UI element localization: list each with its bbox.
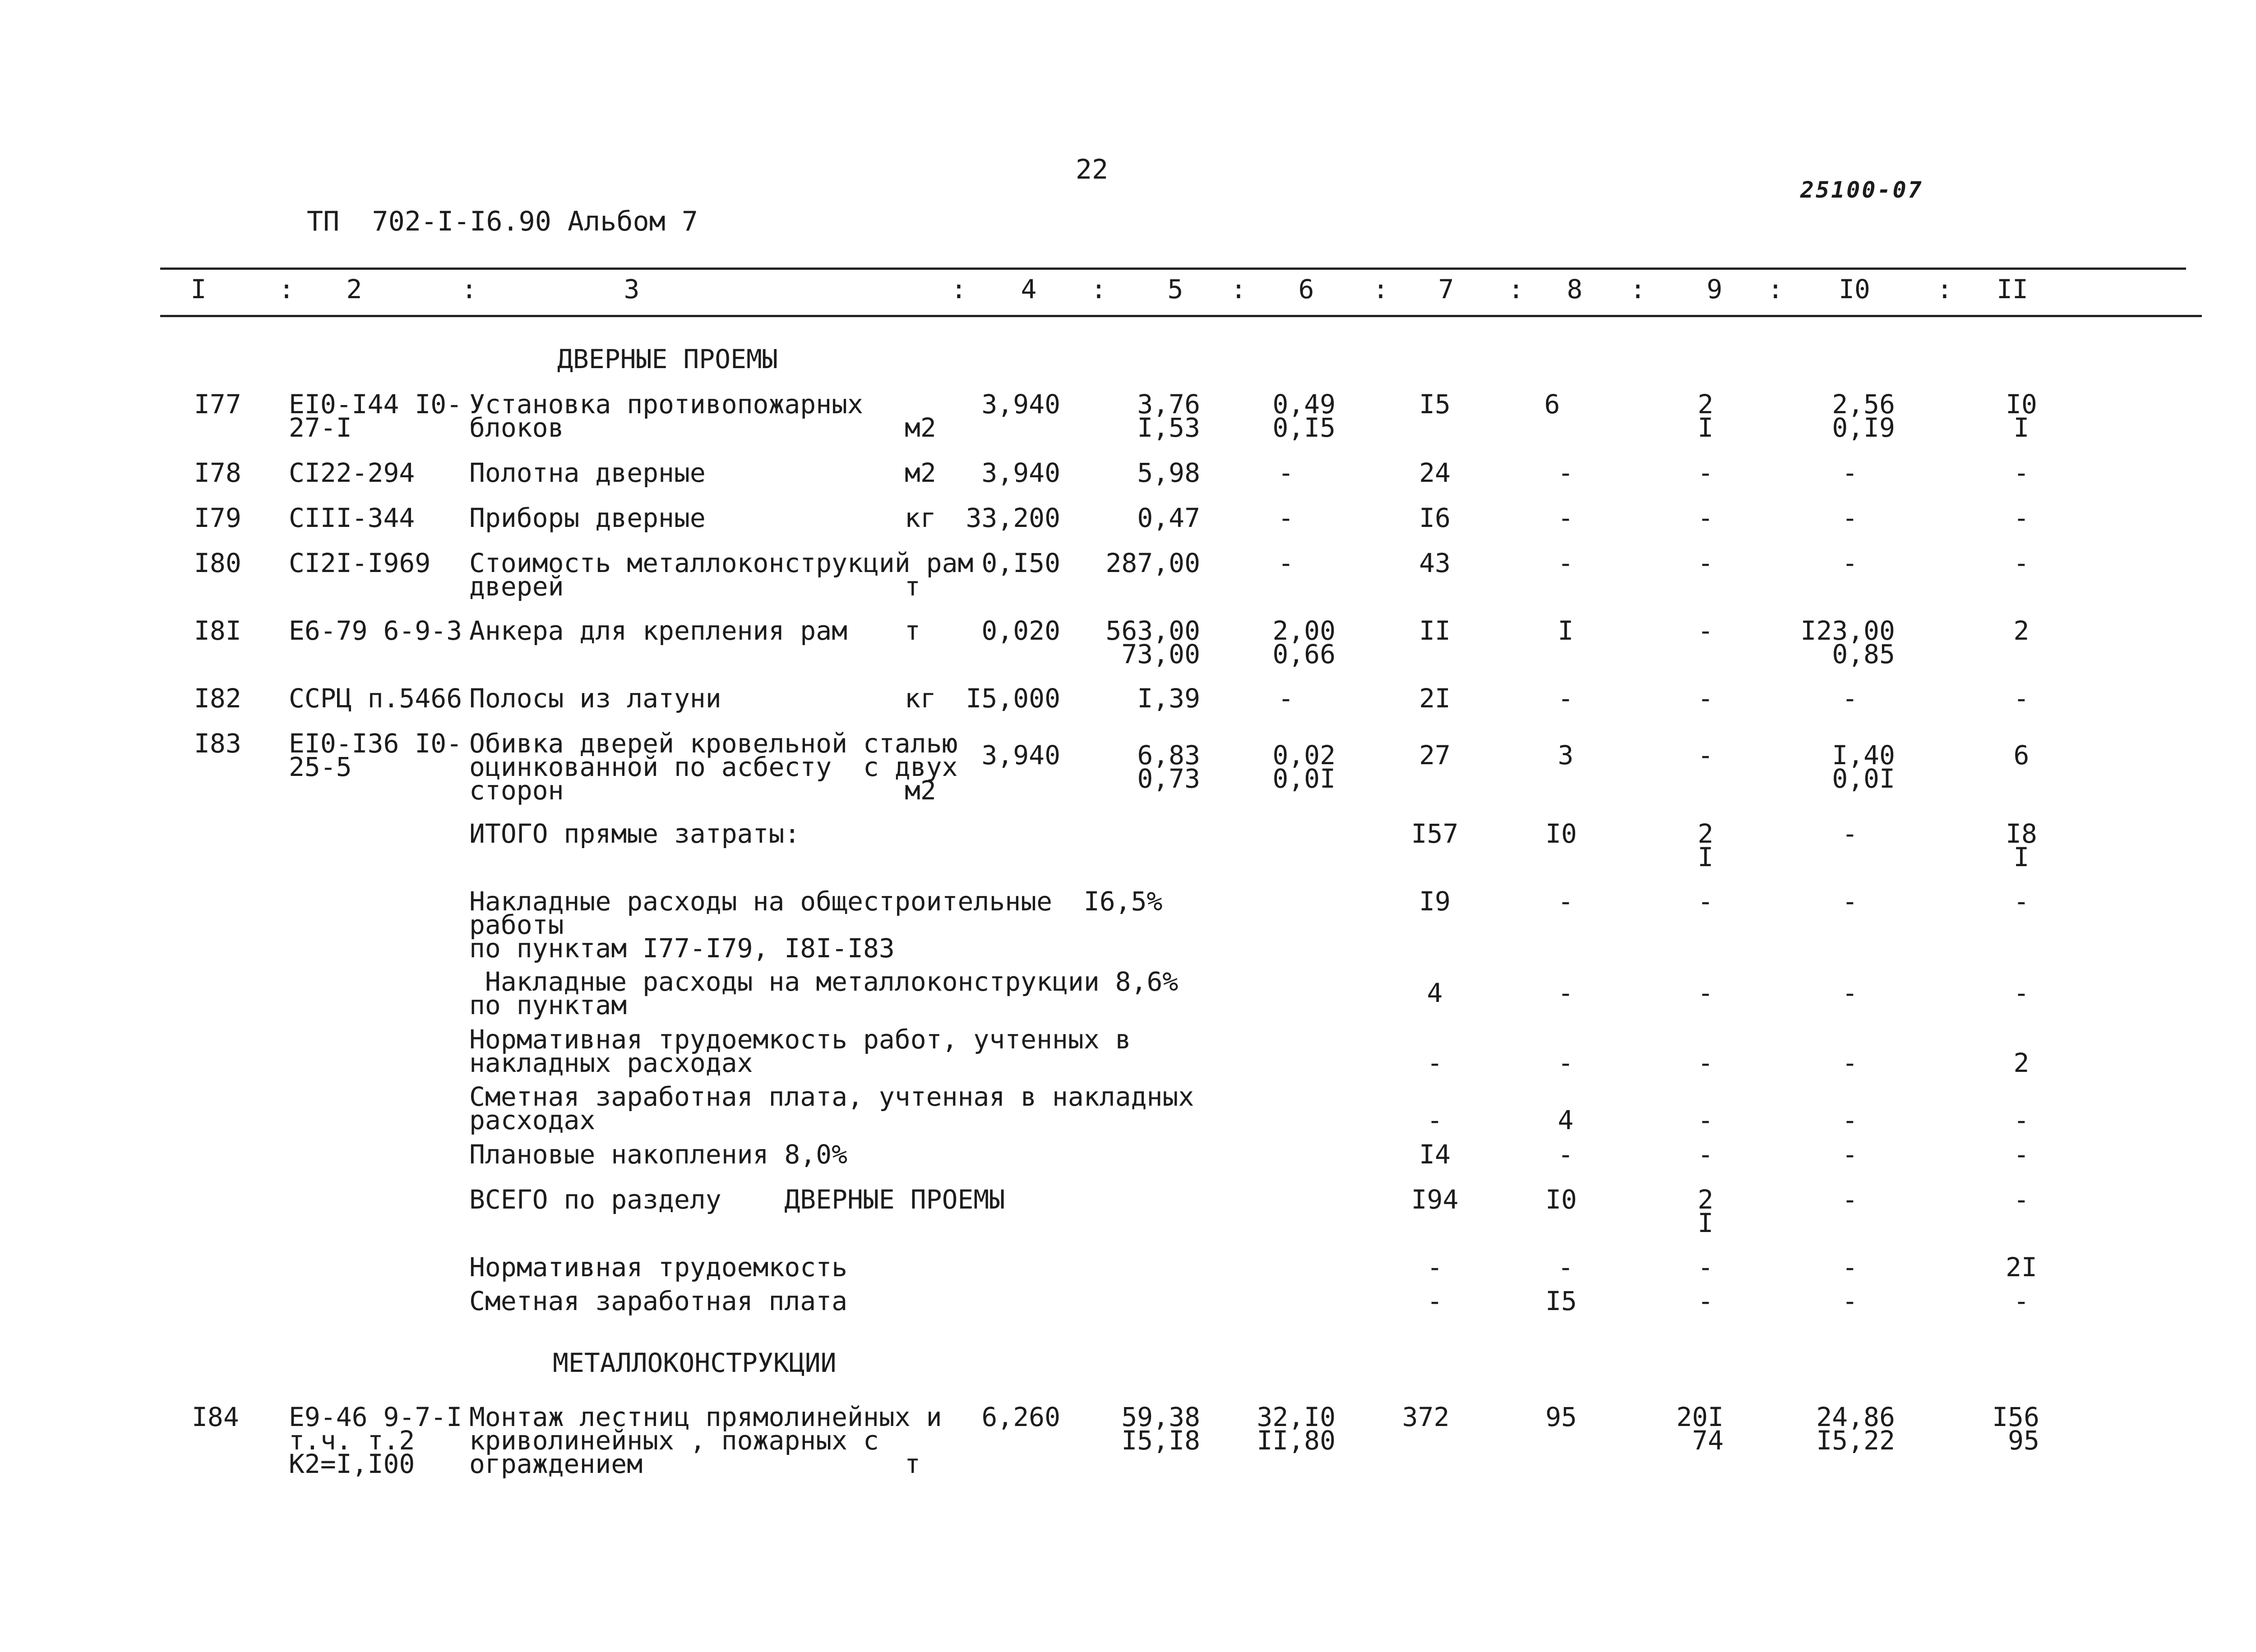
summary-col7: I57 [1411,818,1459,849]
row-col6: - [1278,503,1294,533]
row-quantity: 6,260 [981,1402,1060,1432]
col-header-9: 9 [1706,274,1723,305]
summary-col11: - [2013,1139,2029,1170]
row-col6: 0,49 0,I5 [1272,389,1336,443]
row-unit: м2 [905,457,936,488]
col-header-7: 7 [1438,274,1454,305]
row-quantity: 0,I50 [981,548,1060,578]
row-col6: 0,02 0,0I [1272,740,1336,794]
section-title-metal-structures: МЕТАЛЛОКОНСТРУКЦИИ [553,1347,837,1378]
summary-col10: - [1842,1286,1858,1316]
summary-label: ИТОГО прямые затраты: [469,818,800,849]
row-number: I8I [194,615,241,646]
summary-col11: 2I [2006,1252,2037,1283]
row-quantity: 33,200 [966,503,1060,533]
col-header-6: 6 [1298,274,1314,305]
row-col9: - [1697,683,1714,714]
summary-col11: - [2013,1286,2029,1316]
row-col11: 2 [2013,615,2029,646]
row-number: I80 [194,548,241,578]
summary-col11: 2 [2013,1047,2029,1078]
page-number: 22 [1075,154,1109,185]
summary-col11: - [2013,1184,2029,1215]
row-col9: - [1697,740,1714,771]
summary-col9: - [1697,1047,1714,1078]
row-col10: - [1842,503,1858,533]
row-quantity: 3,940 [981,740,1060,771]
summary-col10: - [1842,1139,1858,1170]
row-col10: - [1842,548,1858,578]
row-quantity: 3,940 [981,457,1060,488]
summary-col9: - [1697,1105,1714,1135]
summary-col8: - [1558,1047,1574,1078]
row-name: Полосы из латуни [469,683,721,714]
row-col8: - [1558,503,1574,533]
row-name: Стоимость металлоконструкций рам дверей [469,548,974,602]
summary-label: Сметная заработная плата [469,1286,848,1316]
row-col8: 6 [1544,389,1560,420]
summary-col10: - [1842,978,1858,1008]
summary-col10: - [1842,1047,1858,1078]
row-col5: 5,98 [1137,457,1200,488]
row-number: I79 [194,503,241,533]
summary-col7: - [1427,1286,1443,1316]
summary-label: ВСЕГО по разделу ДВЕРНЫЕ ПРОЕМЫ [469,1184,1005,1215]
row-col5: 287,00 [1105,548,1200,578]
summary-col10: - [1842,1105,1858,1135]
col-sep: : [1230,274,1247,305]
row-col8: - [1558,683,1574,714]
summary-col7: I4 [1419,1139,1451,1170]
summary-col10: - [1842,1252,1858,1283]
summary-label: Нормативная трудоемкость [469,1252,848,1283]
summary-col8: - [1558,886,1574,917]
col-sep: : [1630,274,1646,305]
summary-col8: I0 [1545,818,1577,849]
summary-col9: 2 I [1697,1184,1714,1238]
row-unit: м2 [905,775,936,806]
row-col11: - [2013,548,2029,578]
summary-label: Нормативная трудоемкость работ, учтенных в накладных расходах [469,1024,1131,1078]
row-number: I84 [192,1402,239,1432]
row-col7: II [1419,615,1451,646]
summary-col7: - [1427,1047,1443,1078]
col-header-2: 2 [346,274,362,305]
summary-col8: - [1558,978,1574,1008]
row-col5: 6,83 0,73 [1137,740,1200,794]
summary-col11: - [2013,886,2029,917]
row-col7: 2I [1419,683,1451,714]
summary-col8: - [1558,1139,1574,1170]
row-name: Приборы дверные [469,503,706,533]
row-unit: т [905,571,920,602]
row-name: Анкера для крепления рам [469,615,848,646]
row-col11: - [2013,683,2029,714]
col-sep: : [1767,274,1784,305]
row-col7: 372 [1402,1402,1450,1432]
row-col5: I,39 [1137,683,1200,714]
row-unit: т [905,1449,920,1479]
row-code: E9-46 9-7-I т.ч. т.2 К2=I,I00 [289,1402,462,1479]
row-col9: 20I 74 [1676,1402,1724,1456]
summary-col9: - [1697,1286,1714,1316]
row-col6: 32,I0 II,80 [1257,1402,1336,1456]
row-col6: 2,00 0,66 [1272,615,1336,669]
row-unit: кг [905,503,936,533]
row-col8: - [1558,457,1574,488]
summary-col7: - [1427,1105,1443,1135]
row-col9: - [1697,503,1714,533]
col-sep: : [278,274,295,305]
col-sep: : [1373,274,1389,305]
summary-col7: - [1427,1252,1443,1283]
summary-col11: - [2013,1105,2029,1135]
summary-label: Накладные расходы на общестроительные I6,5% работы по пунктам I77-I79, I8I-I83 [469,886,1163,964]
summary-col9: - [1697,1252,1714,1283]
row-quantity: 3,940 [981,389,1060,420]
row-unit: кг [905,683,936,714]
col-header-1: I [190,274,207,305]
row-name: Обивка дверей кровельной сталью оцинкованной по асбесту с двух сторон [469,728,958,806]
summary-col7: 4 [1427,978,1443,1008]
col-header-11: II [1997,274,2028,305]
row-name: Полотна дверные [469,457,706,488]
col-sep: : [951,274,967,305]
col-header-10: I0 [1839,274,1870,305]
document-code: 25100-07 [1800,177,1923,203]
row-col10: 24,86 I5,22 [1816,1402,1895,1456]
row-col9: - [1697,615,1714,646]
row-col7: 24 [1419,457,1451,488]
summary-col11: - [2013,978,2029,1008]
row-col11: I0 I [2006,389,2037,443]
table-top-rule [160,268,2186,270]
summary-col8: 4 [1558,1105,1574,1135]
summary-col10: - [1842,886,1858,917]
row-code: EI0-I44 I0- 27-I [289,389,462,443]
row-code: E6-79 6-9-3 [289,615,462,646]
row-col5: 563,00 73,00 [1105,615,1200,669]
summary-col9: - [1697,886,1714,917]
row-number: I77 [194,389,241,420]
row-code: CI2I-I969 [289,548,431,578]
row-col7: 43 [1419,548,1451,578]
row-name: Монтаж лестниц прямолинейных и криволинейных , пожарных с ограждением [469,1402,942,1479]
row-col10: 2,56 0,I9 [1832,389,1895,443]
row-col8: I [1558,615,1574,646]
col-sep: : [1091,274,1107,305]
document-title: ТП 702-I-I6.90 Альбом 7 [307,206,698,237]
row-col10: I,40 0,0I [1832,740,1895,794]
row-col8: 3 [1558,740,1574,771]
row-col7: I5 [1419,389,1451,420]
col-header-3: 3 [624,274,640,305]
row-quantity: 0,020 [981,615,1060,646]
row-col10: - [1842,683,1858,714]
row-col8: 95 [1545,1402,1577,1432]
col-sep: : [461,274,477,305]
row-col5: 3,76 I,53 [1137,389,1200,443]
row-number: I83 [194,728,241,759]
row-col6: - [1278,457,1294,488]
summary-label: Накладные расходы на металлоконструкции 8,6% по пунктам [469,966,1179,1020]
row-col5: 59,38 I5,I8 [1121,1402,1200,1456]
row-col11: 6 [2013,740,2029,771]
col-header-8: 8 [1567,274,1583,305]
section-title-door-openings: ДВЕРНЫЕ ПРОЕМЫ [557,344,778,374]
col-sep: : [1508,274,1524,305]
summary-col8: - [1558,1252,1574,1283]
row-col8: - [1558,548,1574,578]
row-col5: 0,47 [1137,503,1200,533]
row-col11: - [2013,503,2029,533]
row-unit: м2 [905,412,936,443]
row-number: I82 [194,683,241,714]
row-col9: 2 I [1697,389,1714,443]
summary-col11: I8 I [2006,818,2037,872]
row-quantity: I5,000 [966,683,1060,714]
row-col6: - [1278,548,1294,578]
summary-col10: - [1842,1184,1858,1215]
summary-col7: I9 [1419,886,1451,917]
summary-col8: I5 [1545,1286,1577,1316]
row-col9: - [1697,457,1714,488]
row-col11: I56 95 [1992,1402,2039,1456]
row-col9: - [1697,548,1714,578]
row-col10: I23,00 0,85 [1800,615,1895,669]
row-code: ССРЦ п.5466 [289,683,462,714]
summary-label: Сметная заработная плата, учтенная в накладных расходах [469,1081,1194,1135]
col-header-5: 5 [1167,274,1183,305]
row-number: I78 [194,457,241,488]
summary-col8: I0 [1545,1184,1577,1215]
col-sep: : [1937,274,1953,305]
summary-col7: I94 [1411,1184,1459,1215]
row-code: EI0-I36 I0- 25-5 [289,728,462,782]
table-header-rule [160,315,2202,317]
row-unit: т [905,615,920,646]
row-col7: 27 [1419,740,1451,771]
row-col11: - [2013,457,2029,488]
row-code: CIII-344 [289,503,415,533]
row-code: CI22-294 [289,457,415,488]
summary-col9: 2 I [1697,818,1714,872]
col-header-4: 4 [1021,274,1037,305]
summary-col10: - [1842,818,1858,849]
summary-col9: - [1697,978,1714,1008]
row-col7: I6 [1419,503,1451,533]
row-col10: - [1842,457,1858,488]
row-col6: - [1278,683,1294,714]
summary-col9: - [1697,1139,1714,1170]
row-name: Установка противопожарных блоков [469,389,863,443]
summary-label: Плановые накопления 8,0% [469,1139,848,1170]
